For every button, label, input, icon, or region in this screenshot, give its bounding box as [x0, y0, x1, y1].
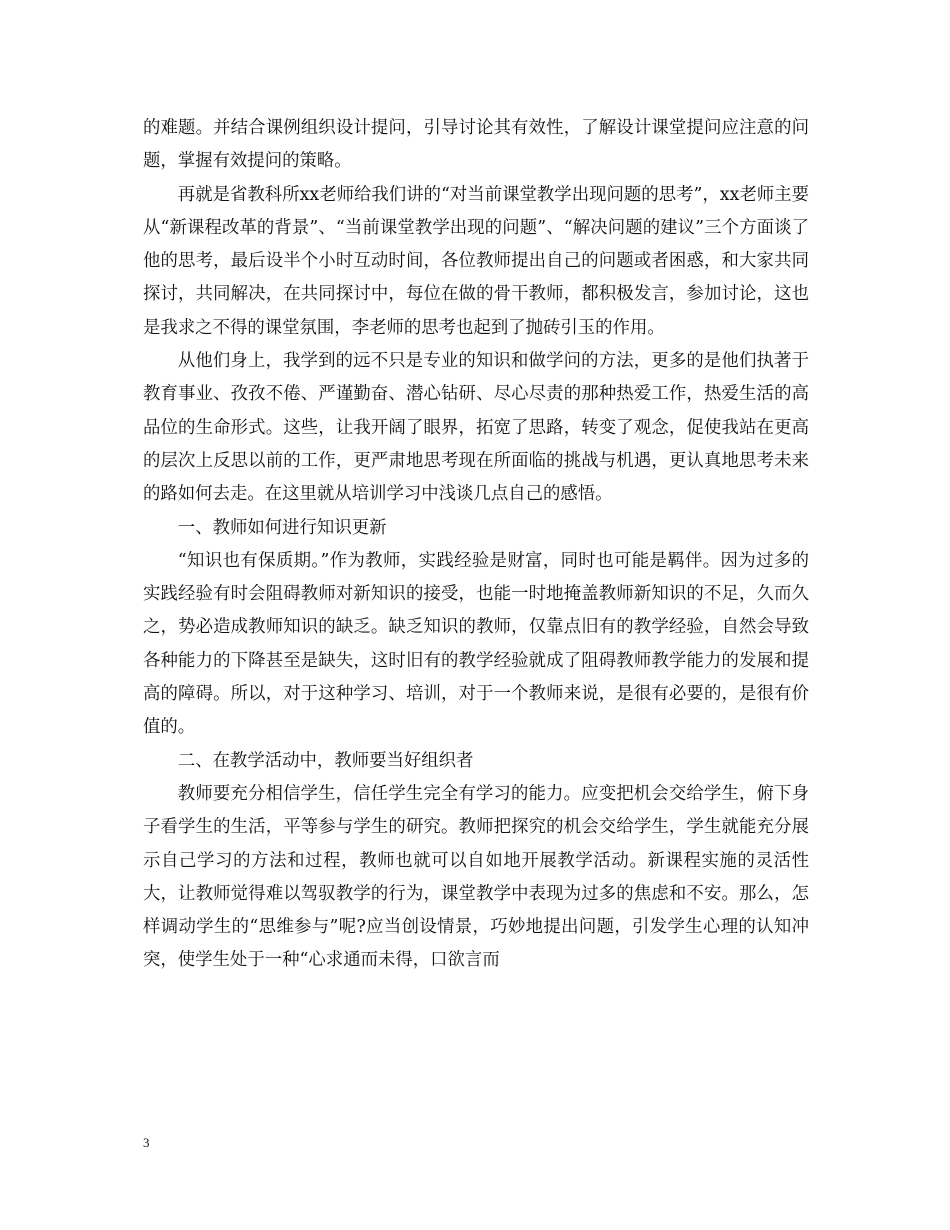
- section-heading-1: 一、教师如何进行知识更新: [177, 517, 387, 538]
- document-body: [143, 112, 809, 978]
- paragraph-2: 再就是省教科所xx老师给我们讲的“对当前课堂教学出现问题的思考”，xx老师主要从“新课程改革的背景”、“当前课堂教学出现的问题”、“解决问题的建议”三个方面谈了他的思考，最后设半个小时互动时间，各位教师提出自己的问题或者困惑，和大家共同探讨，共同解决，在共同探讨中，每位在做的骨干教师，都积极发言，参加讨论，这也是我求之不得的课堂氛围，李老师的思考也起到了抛砖引玉的作用。: [143, 184, 809, 338]
- section-heading-2: 二、在教学活动中，教师要当好组织者: [177, 750, 474, 771]
- paragraph-5: 教师要充分相信学生，信任学生完全有学习的能力。应变把机会交给学生，俯下身子看学生的生活，平等参与学生的研究。教师把探究的机会交给学生，学生就能充分展示自己学习的方法和过程，教师也就可以自如地开展教学活动。新课程实施的灵活性大，让教师觉得难以驾驭教学的行为，课堂教学中表现为过多的焦虑和不安。那么，怎样调动学生的“思维参与”呢?应当创设情景，巧妙地提出问题，引发学生心理的认知冲突，使学生处于一种“心求通而未得，口欲言而: [143, 783, 809, 971]
- paragraph-4: “知识也有保质期。”作为教师，实践经验是财富，同时也可能是羁伴。因为过多的实践经验有时会阻碍教师对新知识的接受，也能一时地掩盖教师新知识的不足，久而久之，势必造成教师知识的缺乏。缺乏知识的教师，仅靠点旧有的教学经验，自然会导致各种能力的下降甚至是缺失，这时旧有的教学经验就成了阻碍教师教学能力的发展和提高的障碍。所以，对于这种学习、培训，对于一个教师来说，是很有必要的，是很有价值的。: [143, 550, 809, 738]
- paragraph-3: 从他们身上，我学到的远不只是专业的知识和做学问的方法，更多的是他们执著于教育事业、孜孜不倦、严谨勤奋、潜心钻研、尽心尽责的那种热爱工作，热爱生活的高品位的生命形式。这些，让我开阔了眼界，拓宽了思路，转变了观念，促使我站在更高的层次上反思以前的工作，更严肃地思考现在所面临的挑战与机遇，更认真地思考未来的路如何去走。在这里就从培训学习中浅谈几点自己的感悟。: [143, 351, 809, 505]
- paragraph-1: 的难题。并结合课例组织设计提问，引导讨论其有效性，了解设计课堂提问应注意的问题，掌握有效提问的策略。: [143, 118, 809, 172]
- page-number: 3: [143, 1135, 150, 1150]
